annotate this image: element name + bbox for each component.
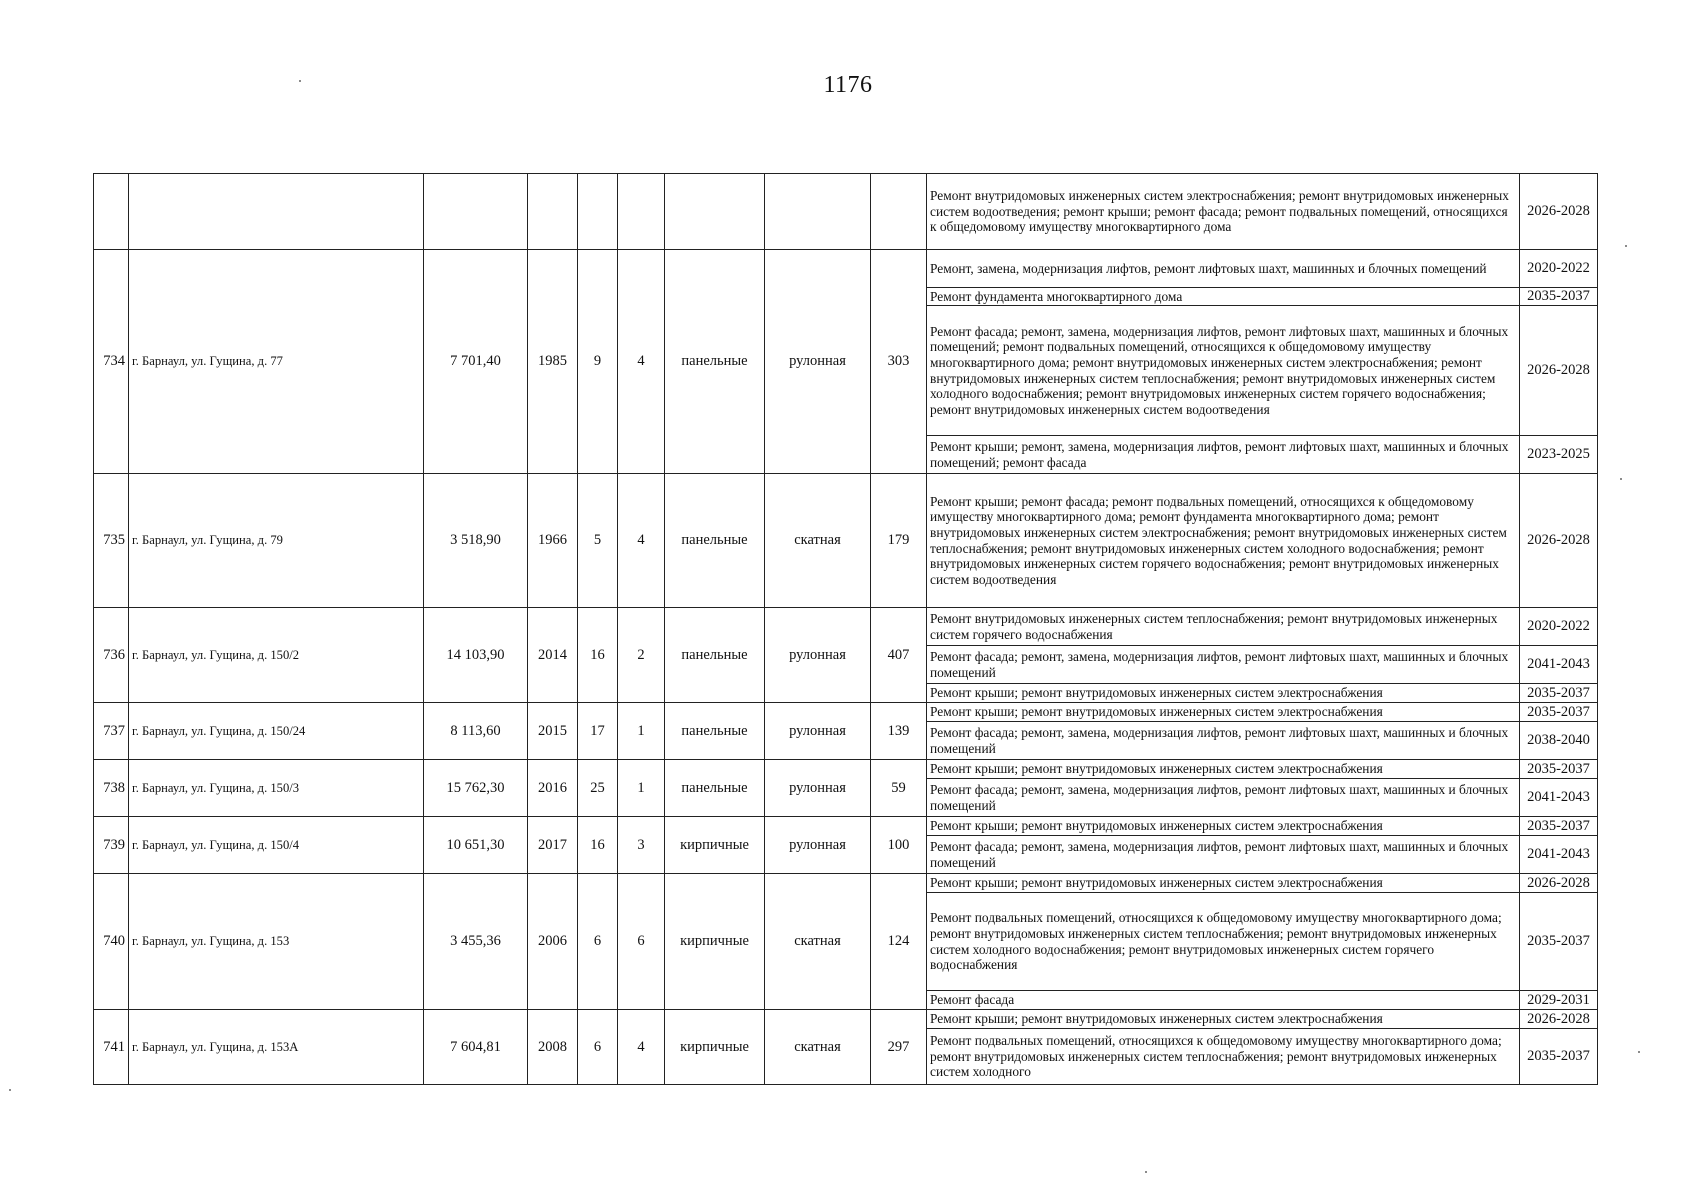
area-cell: 3 518,90 <box>424 474 528 608</box>
residents-cell: 59 <box>871 760 927 817</box>
work-description-cell: Ремонт внутридомовых инженерных систем электроснабжения; ремонт внутридомовых инженерных систем водоотведения; ремонт крыши; ремонт фасада; ремонт подвальных помещений, относящихся к общедомовому имуществу многоквартирного дома <box>927 174 1520 250</box>
work-description-cell: Ремонт крыши; ремонт внутридомовых инженерных систем электроснабжения <box>927 874 1520 893</box>
year-cell: 2014 <box>528 608 578 703</box>
year-cell: 2006 <box>528 874 578 1010</box>
work-description-cell: Ремонт внутридомовых инженерных систем теплоснабжения; ремонт внутридомовых инженерных систем горячего водоснабжения <box>927 608 1520 646</box>
entrances-cell: 4 <box>618 1010 665 1085</box>
work-description-cell: Ремонт фасада; ремонт, замена, модернизация лифтов, ремонт лифтовых шахт, машинных и блочных помещений; ремонт подвальных помещений, относящихся к общедомовому имуществу многоквартирного дома; ремонт внутридомовых инженерных систем электроснабжения; ремонт внутридомовых инженерных систем теплоснабжения; ремонт внутридомовых инженерных систем холодного водоснабжения; ремонт внутридомовых инженерных систем горячего водоснабжения; ремонт внутридомовых инженерных систем водоотведения <box>927 306 1520 436</box>
work-period-cell: 2026-2028 <box>1520 306 1598 436</box>
work-description-cell: Ремонт фасада; ремонт, замена, модернизация лифтов, ремонт лифтовых шахт, машинных и блочных помещений <box>927 722 1520 760</box>
work-description-cell: Ремонт фасада <box>927 991 1520 1010</box>
work-period-cell: 2035-2037 <box>1520 760 1598 779</box>
floors-cell: 5 <box>578 474 618 608</box>
scan-speck <box>1625 245 1627 247</box>
table-row <box>94 608 1598 646</box>
area-cell: 10 651,30 <box>424 817 528 874</box>
row-number: 736 <box>94 608 129 703</box>
table-row <box>94 760 1598 779</box>
repair-schedule-table <box>93 173 1598 1085</box>
roof-type-cell: рулонная <box>765 817 871 874</box>
scan-speck <box>299 80 301 82</box>
roof-type-cell: рулонная <box>765 250 871 474</box>
roof-type-cell: скатная <box>765 474 871 608</box>
row-number: 739 <box>94 817 129 874</box>
residents-cell: 179 <box>871 474 927 608</box>
table-row <box>94 817 1598 836</box>
floors-cell: 9 <box>578 250 618 474</box>
roof-type-cell: рулонная <box>765 703 871 760</box>
address-cell: г. Барнаул, ул. Гущина, д. 150/4 <box>129 817 424 874</box>
floors-cell: 25 <box>578 760 618 817</box>
year-cell: 2016 <box>528 760 578 817</box>
row-number: 738 <box>94 760 129 817</box>
work-period-cell: 2020-2022 <box>1520 250 1598 288</box>
area-cell: 3 455,36 <box>424 874 528 1010</box>
row-number: 740 <box>94 874 129 1010</box>
entrances-cell: 3 <box>618 817 665 874</box>
row-number: 735 <box>94 474 129 608</box>
work-period-cell: 2026-2028 <box>1520 1010 1598 1029</box>
year-cell: 2008 <box>528 1010 578 1085</box>
work-period-cell: 2029-2031 <box>1520 991 1598 1010</box>
floors-cell: 16 <box>578 608 618 703</box>
work-description-cell: Ремонт крыши; ремонт внутридомовых инженерных систем электроснабжения <box>927 760 1520 779</box>
row-number: 741 <box>94 1010 129 1085</box>
work-period-cell: 2026-2028 <box>1520 174 1598 250</box>
residents-cell: 297 <box>871 1010 927 1085</box>
floors-cell: 17 <box>578 703 618 760</box>
work-period-cell: 2041-2043 <box>1520 646 1598 684</box>
year-cell: 2015 <box>528 703 578 760</box>
work-description-cell: Ремонт фасада; ремонт, замена, модернизация лифтов, ремонт лифтовых шахт, машинных и блочных помещений <box>927 646 1520 684</box>
residents-cell: 303 <box>871 250 927 474</box>
address-cell: г. Барнаул, ул. Гущина, д. 150/3 <box>129 760 424 817</box>
work-description-cell: Ремонт, замена, модернизация лифтов, ремонт лифтовых шахт, машинных и блочных помещений <box>927 250 1520 288</box>
wall-material-cell: кирпичные <box>665 874 765 1010</box>
year-cell: 1966 <box>528 474 578 608</box>
work-description-cell: Ремонт крыши; ремонт внутридомовых инженерных систем электроснабжения <box>927 703 1520 722</box>
area-cell: 7 604,81 <box>424 1010 528 1085</box>
work-period-cell: 2026-2028 <box>1520 474 1598 608</box>
work-period-cell: 2035-2037 <box>1520 1029 1598 1085</box>
table-row <box>94 1010 1598 1029</box>
work-description-cell: Ремонт крыши; ремонт фасада; ремонт подвальных помещений, относящихся к общедомовому имуществу многоквартирного дома; ремонт фундамента многоквартирного дома; ремонт внутридомовых инженерных систем электроснабжения; ремонт внутридомовых инженерных систем теплоснабжения; ремонт внутридомовых инженерных систем холодного водоснабжения; ремонт внутридомовых инженерных систем горячего водоснабжения; ремонт внутридомовых инженерных систем водоотведения <box>927 474 1520 608</box>
work-description-cell: Ремонт фасада; ремонт, замена, модернизация лифтов, ремонт лифтовых шахт, машинных и блочных помещений <box>927 836 1520 874</box>
table-row <box>94 250 1598 288</box>
work-period-cell: 2026-2028 <box>1520 874 1598 893</box>
work-period-cell: 2041-2043 <box>1520 836 1598 874</box>
work-period-cell: 2035-2037 <box>1520 288 1598 306</box>
area-cell: 7 701,40 <box>424 250 528 474</box>
work-period-cell: 2038-2040 <box>1520 722 1598 760</box>
table-row <box>94 174 1598 250</box>
table-row <box>94 474 1598 608</box>
residents-cell: 139 <box>871 703 927 760</box>
entrances-cell <box>618 174 665 250</box>
address-cell: г. Барнаул, ул. Гущина, д. 150/24 <box>129 703 424 760</box>
table-row <box>94 703 1598 722</box>
row-number <box>94 174 129 250</box>
address-cell: г. Барнаул, ул. Гущина, д. 79 <box>129 474 424 608</box>
residents-cell: 124 <box>871 874 927 1010</box>
entrances-cell: 6 <box>618 874 665 1010</box>
address-cell: г. Барнаул, ул. Гущина, д. 77 <box>129 250 424 474</box>
roof-type-cell: рулонная <box>765 608 871 703</box>
scan-speck <box>9 1089 11 1091</box>
work-description-cell: Ремонт подвальных помещений, относящихся к общедомовому имуществу многоквартирного дома; ремонт внутридомовых инженерных систем теплоснабжения; ремонт внутридомовых инженерных систем холодного <box>927 1029 1520 1085</box>
entrances-cell: 1 <box>618 760 665 817</box>
work-description-cell: Ремонт крыши; ремонт внутридомовых инженерных систем электроснабжения <box>927 1010 1520 1029</box>
wall-material-cell: панельные <box>665 703 765 760</box>
wall-material-cell <box>665 174 765 250</box>
wall-material-cell: панельные <box>665 760 765 817</box>
wall-material-cell: панельные <box>665 474 765 608</box>
roof-type-cell: рулонная <box>765 760 871 817</box>
scan-speck <box>1620 478 1622 480</box>
floors-cell: 6 <box>578 1010 618 1085</box>
area-cell: 14 103,90 <box>424 608 528 703</box>
work-period-cell: 2035-2037 <box>1520 703 1598 722</box>
floors-cell: 6 <box>578 874 618 1010</box>
work-description-cell: Ремонт фасада; ремонт, замена, модернизация лифтов, ремонт лифтовых шахт, машинных и блочных помещений <box>927 779 1520 817</box>
work-description-cell: Ремонт фундамента многоквартирного дома <box>927 288 1520 306</box>
work-description-cell: Ремонт крыши; ремонт внутридомовых инженерных систем электроснабжения <box>927 684 1520 703</box>
wall-material-cell: кирпичные <box>665 1010 765 1085</box>
wall-material-cell: панельные <box>665 608 765 703</box>
entrances-cell: 4 <box>618 250 665 474</box>
work-period-cell: 2035-2037 <box>1520 893 1598 991</box>
entrances-cell: 1 <box>618 703 665 760</box>
floors-cell: 16 <box>578 817 618 874</box>
year-cell: 1985 <box>528 250 578 474</box>
area-cell <box>424 174 528 250</box>
scan-speck <box>1145 1171 1147 1173</box>
work-period-cell: 2041-2043 <box>1520 779 1598 817</box>
work-period-cell: 2023-2025 <box>1520 436 1598 474</box>
year-cell: 2017 <box>528 817 578 874</box>
residents-cell <box>871 174 927 250</box>
table-row <box>94 874 1598 893</box>
address-cell <box>129 174 424 250</box>
wall-material-cell: панельные <box>665 250 765 474</box>
floors-cell <box>578 174 618 250</box>
work-period-cell: 2035-2037 <box>1520 684 1598 703</box>
residents-cell: 100 <box>871 817 927 874</box>
scan-speck <box>1638 1051 1640 1053</box>
work-description-cell: Ремонт крыши; ремонт, замена, модернизация лифтов, ремонт лифтовых шахт, машинных и блочных помещений; ремонт фасада <box>927 436 1520 474</box>
year-cell <box>528 174 578 250</box>
roof-type-cell: скатная <box>765 1010 871 1085</box>
entrances-cell: 2 <box>618 608 665 703</box>
work-period-cell: 2020-2022 <box>1520 608 1598 646</box>
address-cell: г. Барнаул, ул. Гущина, д. 153А <box>129 1010 424 1085</box>
residents-cell: 407 <box>871 608 927 703</box>
area-cell: 8 113,60 <box>424 703 528 760</box>
area-cell: 15 762,30 <box>424 760 528 817</box>
row-number: 734 <box>94 250 129 474</box>
work-period-cell: 2035-2037 <box>1520 817 1598 836</box>
wall-material-cell: кирпичные <box>665 817 765 874</box>
entrances-cell: 4 <box>618 474 665 608</box>
work-description-cell: Ремонт крыши; ремонт внутридомовых инженерных систем электроснабжения <box>927 817 1520 836</box>
row-number: 737 <box>94 703 129 760</box>
page-number: 1176 <box>823 72 873 98</box>
roof-type-cell <box>765 174 871 250</box>
address-cell: г. Барнаул, ул. Гущина, д. 153 <box>129 874 424 1010</box>
address-cell: г. Барнаул, ул. Гущина, д. 150/2 <box>129 608 424 703</box>
roof-type-cell: скатная <box>765 874 871 1010</box>
work-description-cell: Ремонт подвальных помещений, относящихся к общедомовому имуществу многоквартирного дома; ремонт внутридомовых инженерных систем теплоснабжения; ремонт внутридомовых инженерных систем холодного водоснабжения; ремонт внутридомовых инженерных систем горячего водоснабжения <box>927 893 1520 991</box>
